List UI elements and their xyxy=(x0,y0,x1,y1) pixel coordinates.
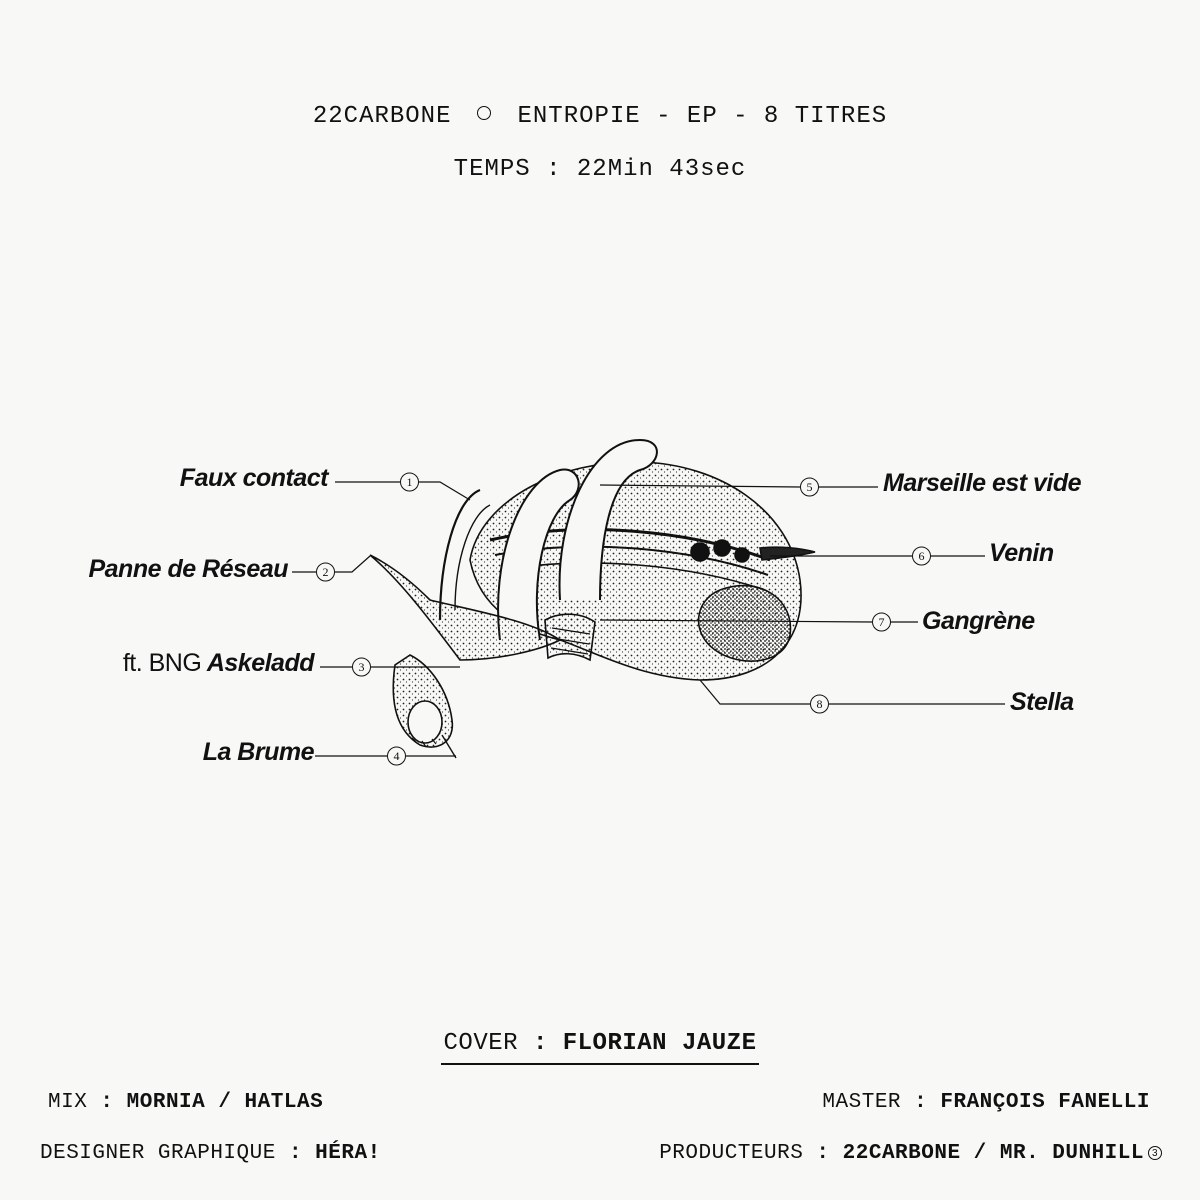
track-number-6: 6 xyxy=(918,549,925,563)
designer-name: HÉRA! xyxy=(315,1142,381,1165)
mix-names: MORNIA / HATLAS xyxy=(126,1091,324,1114)
track-number-1: 1 xyxy=(406,475,413,489)
track-title-3: Askeladd xyxy=(206,649,314,677)
track-title-8: Stella xyxy=(1010,688,1074,716)
producers-credit xyxy=(659,1142,1162,1165)
producers-names: 22CARBONE / MR. DUNHILL xyxy=(842,1142,1144,1165)
track-title-2: Panne de Réseau xyxy=(88,555,288,583)
track-title-1: Faux contact xyxy=(179,464,328,492)
mix-credit xyxy=(48,1091,323,1114)
release-title: ENTROPIE - EP - 8 TITRES xyxy=(517,103,888,130)
track-number-7: 7 xyxy=(878,615,885,629)
track-number-4: 4 xyxy=(393,749,400,763)
credit-separator: : xyxy=(100,1091,114,1114)
credit-separator: : xyxy=(532,1030,548,1057)
master-credit xyxy=(822,1091,1150,1114)
master-label: MASTER xyxy=(822,1091,902,1114)
track-3-label xyxy=(123,649,314,678)
master-name: FRANÇOIS FANELLI xyxy=(940,1091,1150,1114)
track-title-7: Gangrène xyxy=(922,607,1035,635)
track-title-6: Venin xyxy=(989,539,1054,567)
artist-name: 22CARBONE xyxy=(312,103,452,130)
mix-label: MIX xyxy=(48,1091,88,1114)
track-title-5: Marseille est vide xyxy=(883,469,1082,497)
cover-artist: FLORIAN JAUZE xyxy=(562,1030,757,1057)
cover-credit xyxy=(0,1030,1200,1065)
cover-label: COVER xyxy=(443,1030,519,1057)
track-number-8: 8 xyxy=(816,697,823,711)
credit-separator: : xyxy=(288,1142,303,1165)
track-title-4: La Brume xyxy=(202,738,314,766)
duration-text: TEMPS : 22Min 43sec xyxy=(453,156,747,183)
designer-label: DESIGNER GRAPHIQUE xyxy=(40,1142,276,1165)
track-number-5: 5 xyxy=(806,480,813,494)
producers-label: PRODUCTEURS xyxy=(659,1142,804,1165)
track-number-2: 2 xyxy=(322,565,329,579)
credit-separator: : xyxy=(816,1142,830,1165)
designer-credit xyxy=(40,1142,381,1165)
credit-separator: : xyxy=(914,1091,928,1114)
track-number-3: 3 xyxy=(358,660,365,674)
circled-three-icon: 3 xyxy=(1148,1146,1162,1160)
track-feat: ft. BNG xyxy=(122,649,202,677)
